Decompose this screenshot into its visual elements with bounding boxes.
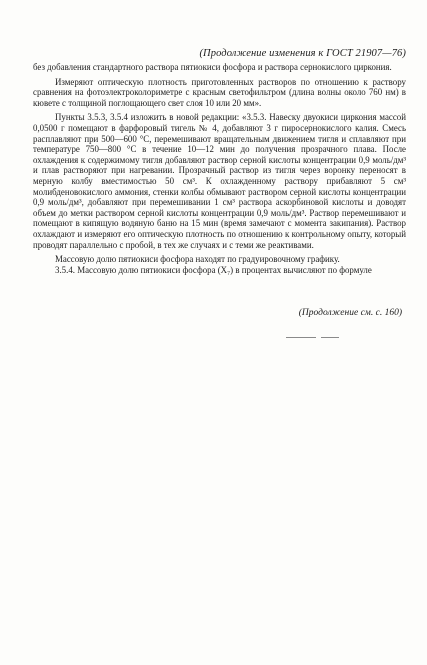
paragraph-1: без добавления стандартного раствора пятиокиси фосфора и раствора сернокислого циркония. — [33, 62, 392, 72]
separator-rule — [321, 337, 339, 338]
separator-rule — [286, 337, 316, 338]
continuation-note: (Продолжение см. с. 160) — [298, 308, 402, 318]
paragraph-2: Измеряют оптическую плотность приготовленных растворов по отношению к раствору сравнения на фотоэлектроколориметре с красным светофильтром (длина волны около 760 нм) в кювете с толщиной поглощающего свет слоя 10 или 20 мм». — [33, 76, 406, 108]
paragraph-3: Пункты 3.5.3, 3.5.4 изложить в новой редакции: «3.5.3. Навеску двуокиси циркония массой 0,0500 г помещают в фарфоровый тигель № 4, добавляют 3 г пиросернокислого калия. Смесь расплавляют при 500—600 °С, перемешивают вращательным движением тигля и сплавляют при температуре 750—800 °С в течение 10—12 мин до получения прозрачного плава. После охлаждения к содержимому тигля добавляют раствор серной кислоты концентрации 0,9 моль/дм³ и плав растворяют при нагревании. Прозрачный раствор из тигля через воронку переносят в мерную колбу вместимостью 50 см³. К охлажденному раствору прибавляют 5 см³ молибденовокислого аммония, стенки колбы обмывают раствором серной кислоты концентрации 0,9 моль/дм³, добавляют при перемешивании 1 см³ раствора аскорбиновой кислоты и доводят объем до метки раствором серной кислоты концентрации 0,9 моль/дм³. Раствор перемешивают и помещают в кипящую водяную баню на 15 мин (время замечают с момента закипания). Раствор охлаждают и измеряют его оптическую плотность по отношению к контрольному опыту, который проводят параллельно с пробой, в тех же случаях и с теми же реактивами. — [33, 112, 406, 250]
paragraph-5: 3.5.4. Массовую долю пятиокиси фосфора (X₇) в процентах вычисляют по формуле — [55, 264, 372, 275]
paragraph-4: Массовую долю пятиокиси фосфора находят по градуировочному графику. — [55, 254, 340, 265]
body-text — [33, 62, 406, 279]
running-head: (Продолжение изменения к ГОСТ 21907—76) — [199, 48, 406, 59]
